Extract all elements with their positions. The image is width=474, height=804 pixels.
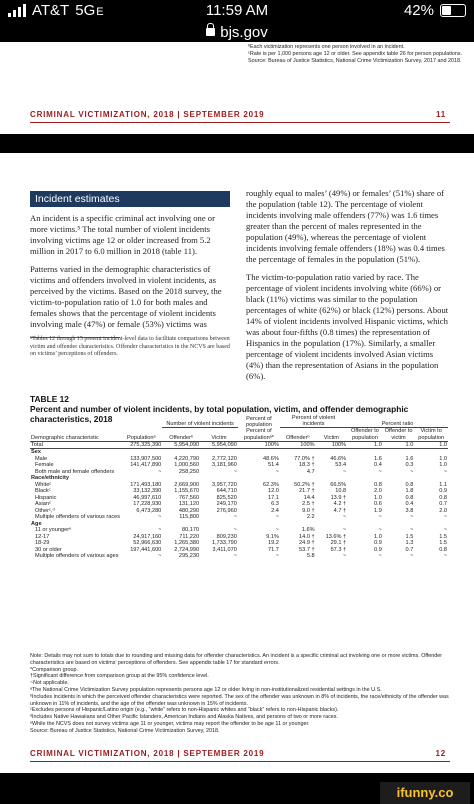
row-label: Multiple offenders of various ages bbox=[35, 553, 119, 560]
table-cell: 10.8 bbox=[335, 488, 347, 495]
table-cell: 1.0 bbox=[383, 441, 415, 449]
table-cell: 50.2% † bbox=[294, 481, 315, 488]
row-label: Total bbox=[30, 441, 120, 449]
table-note: ᵉWhile the NCVS does not survey victims age 11 or younger, victims may report the offender to be age 11 or younger. bbox=[30, 720, 310, 727]
table-cell: 57.3 † bbox=[330, 546, 347, 553]
group-header-percent-pop: Percent of population bbox=[245, 415, 272, 428]
table-cell: 0.4 bbox=[374, 462, 382, 469]
column-header: Populationᵃ bbox=[120, 428, 162, 441]
table-cell: ~ bbox=[233, 527, 237, 534]
table-cell: 33,132,390 bbox=[133, 488, 162, 495]
table-cell: 14.0 † bbox=[299, 533, 315, 540]
row-label: Hispanic bbox=[35, 494, 57, 501]
row-label: 18-29 bbox=[35, 540, 50, 547]
table-cell: 71.7 bbox=[268, 546, 279, 553]
table-note: †Significant difference from comparison group at the 95% confidence level. bbox=[30, 673, 209, 680]
carrier-label: AT&T bbox=[32, 2, 70, 19]
table-cell: ~ bbox=[378, 527, 382, 534]
table-cell: 19.2 bbox=[268, 540, 279, 547]
table-cell: 1.0 bbox=[439, 462, 447, 469]
table-cell: 77.0% † bbox=[294, 455, 315, 462]
table-cell: 1.0 bbox=[374, 494, 382, 501]
row-label: Blackᶜ bbox=[35, 488, 51, 495]
table-cell: 1,000,560 bbox=[174, 462, 200, 469]
table-cell: 4.7 bbox=[306, 468, 315, 475]
table-cell: 5,954,090 bbox=[200, 441, 238, 449]
table-cell: ~ bbox=[158, 468, 162, 475]
table-cell: 4.7 † bbox=[333, 507, 347, 514]
table-cell: 2.5 † bbox=[302, 501, 315, 508]
table-cell: ~ bbox=[275, 527, 279, 534]
table-cell: 0.6 bbox=[374, 501, 382, 508]
table-cell: 6.3 bbox=[271, 501, 279, 508]
footer-rule bbox=[30, 122, 450, 123]
table-cell: 4.2 † bbox=[333, 501, 347, 508]
table-cell: 100% bbox=[238, 441, 280, 449]
table-cell: ~ bbox=[410, 468, 414, 475]
table-cell: ~ bbox=[443, 553, 447, 560]
table-cell: ~ bbox=[443, 468, 447, 475]
battery-percent: 42% bbox=[403, 2, 434, 19]
table-cell: 29.1 † bbox=[330, 540, 347, 547]
table-caption: Percent and number of violent incidents, by total population, victim, and offender demographic characteristics, 2018 bbox=[30, 404, 409, 424]
table-cell: ~ bbox=[158, 553, 162, 560]
table-cell: 46,997,610 bbox=[133, 494, 162, 501]
table-cell: 9.1% bbox=[266, 533, 279, 540]
table-cell: 1.6% bbox=[301, 527, 315, 534]
table-cell: 1.9 bbox=[374, 507, 382, 514]
table-cell: 0.3 bbox=[405, 462, 414, 469]
table-cell: ~ bbox=[158, 514, 162, 521]
row-label: Sex bbox=[31, 449, 41, 456]
table-cell: 3.8 bbox=[405, 507, 414, 514]
table-cell: 141,417,890 bbox=[130, 462, 162, 469]
table-cell: 17,228,930 bbox=[133, 501, 162, 508]
table-cell: 51.4 bbox=[268, 462, 279, 469]
right-column bbox=[246, 188, 450, 389]
column-header: Offender to population bbox=[347, 428, 383, 441]
footnote: ⁵Tables 12 through 15 present incident-level data to facilitate comparisons between victim and offender characteristics. Offender characteristics in the NCVS are based on victims’ perceptions of offenders. bbox=[30, 336, 230, 357]
paragraph: roughly equal to males’ (49%) or females’ (51%) share of the population (table 12). The percentage of violent incidents involving male offenders (77%) was 1.6 times greater than the percent of males represented in the population (49%), whereas the percentage of violent incidents involving female offenders (18%) was 0.4 times the percentage of females in the population (51%). bbox=[246, 188, 445, 264]
url-bar[interactable] bbox=[0, 24, 474, 41]
table-cell: 1.1 bbox=[439, 481, 447, 488]
status-right bbox=[404, 2, 466, 19]
table-cell: 1.0 bbox=[414, 441, 448, 449]
table-cell: 14.4 bbox=[303, 494, 315, 501]
table-cell: 4,220,790 bbox=[174, 455, 200, 462]
table-cell: 0.8 bbox=[439, 546, 447, 553]
table-cell: 1.6 bbox=[405, 455, 414, 462]
row-label: Female bbox=[35, 462, 54, 469]
table-cell: ~ bbox=[410, 527, 414, 534]
row-label: Asianᶜ bbox=[35, 501, 51, 508]
status-bar bbox=[0, 0, 474, 22]
row-label: Multiple offenders of various races bbox=[35, 514, 121, 521]
table-cell: 2,669,900 bbox=[174, 481, 200, 488]
column-header: Victim bbox=[316, 428, 348, 441]
table-cell: 24,917,160 bbox=[133, 533, 162, 540]
table-cell: 53.4 bbox=[335, 462, 347, 469]
table-cell: 0.8 bbox=[405, 481, 414, 488]
table-cell: 1.0 bbox=[439, 455, 447, 462]
table-cell: 480,290 bbox=[178, 507, 200, 514]
table-note: *Comparison group. bbox=[30, 666, 78, 673]
table-cell: 197,441,600 bbox=[130, 546, 162, 553]
table-cell: 171,493,180 bbox=[130, 481, 162, 488]
table-cell: 0.7 bbox=[405, 546, 414, 553]
lock-icon bbox=[206, 28, 215, 36]
table-cell: 3,411,070 bbox=[212, 546, 237, 553]
page-11-number: 11 bbox=[435, 110, 446, 119]
table-cell: 0.8 bbox=[439, 494, 447, 501]
table-cell: 17.1 bbox=[268, 494, 279, 501]
table-cell: 0.8 bbox=[374, 481, 382, 488]
table-cell: 18.3 † bbox=[299, 462, 315, 469]
row-label: Both male and female offenders bbox=[35, 468, 115, 475]
table-cell: 1,265,380 bbox=[174, 540, 200, 547]
data-table bbox=[30, 415, 448, 560]
table-cell: ~ bbox=[342, 468, 347, 475]
table-cell: 767,560 bbox=[178, 494, 200, 501]
table-cell: 276,960 bbox=[216, 507, 237, 514]
table-cell: 6,473,280 bbox=[136, 507, 162, 514]
table-cell: 2.0 bbox=[439, 507, 447, 514]
clock: 11:59 AM bbox=[205, 2, 269, 19]
column-header: Offenderᵇ bbox=[162, 428, 200, 441]
table-cell: 100% bbox=[316, 441, 348, 449]
table-cell: 80,170 bbox=[181, 527, 200, 534]
table-cell: 13.6% † bbox=[325, 533, 347, 540]
column-header: Victim to population bbox=[414, 428, 448, 441]
table-cell: 1.0 bbox=[347, 441, 383, 449]
row-label: 12-17 bbox=[35, 533, 50, 540]
row-label: Age bbox=[31, 520, 42, 527]
table-cell: 295,230 bbox=[178, 553, 200, 560]
table-cell: 809,230 bbox=[216, 533, 237, 540]
table-cell: 5.8 bbox=[306, 553, 315, 560]
table-cell: 1.8 bbox=[405, 488, 414, 495]
table-cell: ~ bbox=[342, 527, 347, 534]
table-note: ᶜExcludes persons of Hispanic/Latino origin (e.g., “white” refers to non-Hispanic whites and “black” refers to non-Hispanic blacks). bbox=[30, 707, 339, 714]
table-cell: 2.2 bbox=[306, 514, 315, 521]
column-header: Demographic characteristic bbox=[30, 428, 120, 441]
table-cell: ~ bbox=[275, 514, 279, 521]
table-cell: 131,120 bbox=[178, 501, 200, 508]
table-cell: 0.9 bbox=[439, 488, 447, 495]
url-text: bjs.gov bbox=[220, 24, 268, 41]
column-header: Offenderᵇ bbox=[280, 428, 316, 441]
table-12 bbox=[30, 415, 448, 560]
page-11-notes bbox=[248, 44, 468, 65]
table-cell: 21.7 † bbox=[299, 488, 315, 495]
section-banner: Incident estimates bbox=[30, 191, 230, 207]
table-cell: 644,710 bbox=[216, 488, 237, 495]
table-cell: ~ bbox=[443, 514, 447, 521]
table-cell: 13.9 † bbox=[330, 494, 347, 501]
table-cell: 2,724,990 bbox=[174, 546, 200, 553]
table-label: TABLE 12 bbox=[30, 394, 69, 404]
table-cell: 1.5 bbox=[439, 540, 447, 547]
column-header: Percent of populationᵃ* bbox=[238, 428, 280, 441]
table-cell: 133,907,500 bbox=[130, 455, 162, 462]
table-cell: ~ bbox=[233, 553, 237, 560]
table-cell: 9.0 † bbox=[302, 507, 315, 514]
table-note: ᵈIncludes Native Hawaiians and Other Pacific Islanders, American Indians and Alaska Natives, and persons of two or more races. bbox=[30, 714, 338, 721]
table-cell: 53.7 † bbox=[299, 546, 315, 553]
row-label: 30 or older bbox=[35, 546, 62, 553]
table-cell: 24.9 † bbox=[299, 540, 315, 547]
page-12-number: 12 bbox=[435, 749, 446, 758]
table-cell: 258,250 bbox=[178, 468, 200, 475]
table-cell: 0.8 bbox=[405, 494, 414, 501]
table-cell: 249,170 bbox=[216, 501, 237, 508]
table-notes bbox=[30, 653, 450, 735]
group-header-ratio: Percent ratio bbox=[347, 415, 448, 428]
page-11-note: ᶜRate is per 1,000 persons age 12 or older. See appendix table 26 for person populations. bbox=[248, 51, 463, 57]
table-row bbox=[30, 441, 448, 449]
table-cell: 100% bbox=[280, 441, 316, 449]
row-label: Whiteᶜ bbox=[35, 481, 52, 488]
table-cell: 0.9 bbox=[374, 546, 382, 553]
footer-rule bbox=[30, 761, 450, 762]
page-12 bbox=[0, 153, 474, 773]
table-cell: 0.4 bbox=[405, 501, 414, 508]
table-section-row bbox=[30, 449, 448, 456]
page-11-footer: CRIMINAL VICTIMIZATION, 2018 | SEPTEMBER 2019 bbox=[30, 110, 265, 119]
paragraph: An incident is a specific criminal act involving one or more victims.⁵ The total number of violent incidents involving victims age 12 or older increased from 5.2 million in 2017 to 6.0 million in 2018 (table 11). bbox=[30, 213, 215, 256]
table-cell: ~ bbox=[410, 553, 414, 560]
table-cell: ~ bbox=[443, 527, 447, 534]
paragraph: Patterns varied in the demographic characteristics of victims and offenders involved in violent incidents, as perceived by the victims. Based on the 2018 survey, the victim-to-population ratio of 1.0 for both males and females shows that the percentage of violent incidents involving male (47%) or female (53%) victims was bbox=[30, 264, 222, 329]
table-cell: 1.0 bbox=[374, 533, 382, 540]
watermark-logo: ifunny.co bbox=[380, 782, 470, 804]
table-cell: 2.0 bbox=[374, 488, 382, 495]
table-cell: ~ bbox=[342, 553, 347, 560]
table-cell: ~ bbox=[158, 527, 162, 534]
table-cell: 115,800 bbox=[179, 514, 200, 521]
table-cell: ~ bbox=[410, 514, 414, 521]
row-label: Race/ethnicity bbox=[31, 475, 69, 482]
page-11-note: Source: Bureau of Justice Statistics, National Crime Victimization Survey, 2017 and 2018. bbox=[248, 58, 462, 64]
table-note: ᵇIncludes incidents in which the perceived offender characteristics were reported. The sex of the offender was unknown in 8% of incidents, the race/ethnicity of the offender was unknown in 11% of incidents, and the age of the offender was unknown in 15% of incidents. bbox=[30, 693, 449, 707]
table-cell: 1.6 bbox=[374, 455, 382, 462]
table-cell: 3,181,960 bbox=[212, 462, 237, 469]
table-cell: 3,957,720 bbox=[212, 481, 237, 488]
group-header-number: Number of violent incidents bbox=[162, 415, 238, 428]
table-cell: ~ bbox=[378, 468, 382, 475]
table-cell: 0.9 bbox=[374, 540, 382, 547]
table-note: ~Not applicable. bbox=[30, 680, 69, 687]
table-cell: ~ bbox=[233, 514, 237, 521]
table-cell: 46.6% bbox=[330, 455, 347, 462]
column-header: Victim bbox=[200, 428, 238, 441]
network-label: 5GE bbox=[75, 2, 104, 19]
row-label: 11 or youngerᵉ bbox=[35, 527, 72, 534]
row-label: Male bbox=[35, 455, 48, 462]
table-cell: ~ bbox=[233, 468, 237, 475]
table-note: Note: Details may not sum to totals due to rounding and missing data for offender characteristics. An incident is a specific criminal act involving one or more victims. Offender characteristics are based on victims’ perceptions of offenders. See appendix table 17 for standard errors. bbox=[30, 653, 443, 666]
table-cell: ~ bbox=[275, 553, 279, 560]
table-cell: 1.5 bbox=[405, 533, 414, 540]
table-cell: ~ bbox=[378, 514, 382, 521]
table-cell: 825,520 bbox=[216, 494, 237, 501]
table-cell: 48.6% bbox=[263, 455, 279, 462]
table-cell: ~ bbox=[342, 514, 347, 521]
page-12-footer: CRIMINAL VICTIMIZATION, 2018 | SEPTEMBER 2019 bbox=[30, 749, 265, 758]
page-11 bbox=[0, 42, 474, 134]
table-cell: 1.5 bbox=[439, 533, 447, 540]
table-cell: 1.3 bbox=[405, 540, 414, 547]
page-11-note: ᵇEach victimization represents one person involved in an incident. bbox=[248, 44, 405, 50]
battery-icon bbox=[440, 4, 466, 17]
table-cell: 0.7 bbox=[439, 501, 447, 508]
table-cell: 5,954,090 bbox=[162, 441, 200, 449]
row-label: Otherᶜ,ᵈ bbox=[35, 507, 55, 514]
table-cell: 711,220 bbox=[179, 533, 200, 540]
table-note: ᵃThe National Crime Victimization Survey population represents persons age 12 or older living in non-institutionalized residential settings in the U.S. bbox=[30, 686, 382, 693]
table-cell: ~ bbox=[275, 468, 279, 475]
column-header: Offender to victim bbox=[384, 428, 413, 441]
table-row bbox=[30, 553, 448, 560]
table-cell: 62.3% bbox=[263, 481, 279, 488]
table-cell: 52,966,630 bbox=[133, 540, 162, 547]
table-cell: 2.4 bbox=[271, 507, 279, 514]
table-cell: 66.5% bbox=[330, 481, 347, 488]
left-column bbox=[30, 213, 230, 359]
table-cell: 275,325,390 bbox=[120, 441, 162, 449]
table-cell: 12.0 bbox=[268, 488, 279, 495]
table-cell: 1,733,790 bbox=[212, 540, 237, 547]
table-cell: 1,155,670 bbox=[174, 488, 200, 495]
group-header-percent-inc: Percent of violent incidents bbox=[280, 415, 347, 428]
table-cell: ~ bbox=[378, 553, 382, 560]
table-cell: 2,772,120 bbox=[212, 455, 237, 462]
table-note: Source: Bureau of Justice Statistics, National Crime Victimization Survey, 2018. bbox=[30, 727, 220, 734]
paragraph: The victim-to-population ratio varied by race. The percentage of violent incidents involving white (66%) or black (11%) victims was similar to the population percentages of white (62%) or black (12%) persons. About 14% of violent incidents involved Hispanic victims, which was about four-fifths (0.8 times) the representation of Hispanics in the population (17%). Similarly, a smaller percentage of violent incidents involved Asian victims (4%) than the representation of Asians in the population (6%). bbox=[246, 272, 449, 381]
